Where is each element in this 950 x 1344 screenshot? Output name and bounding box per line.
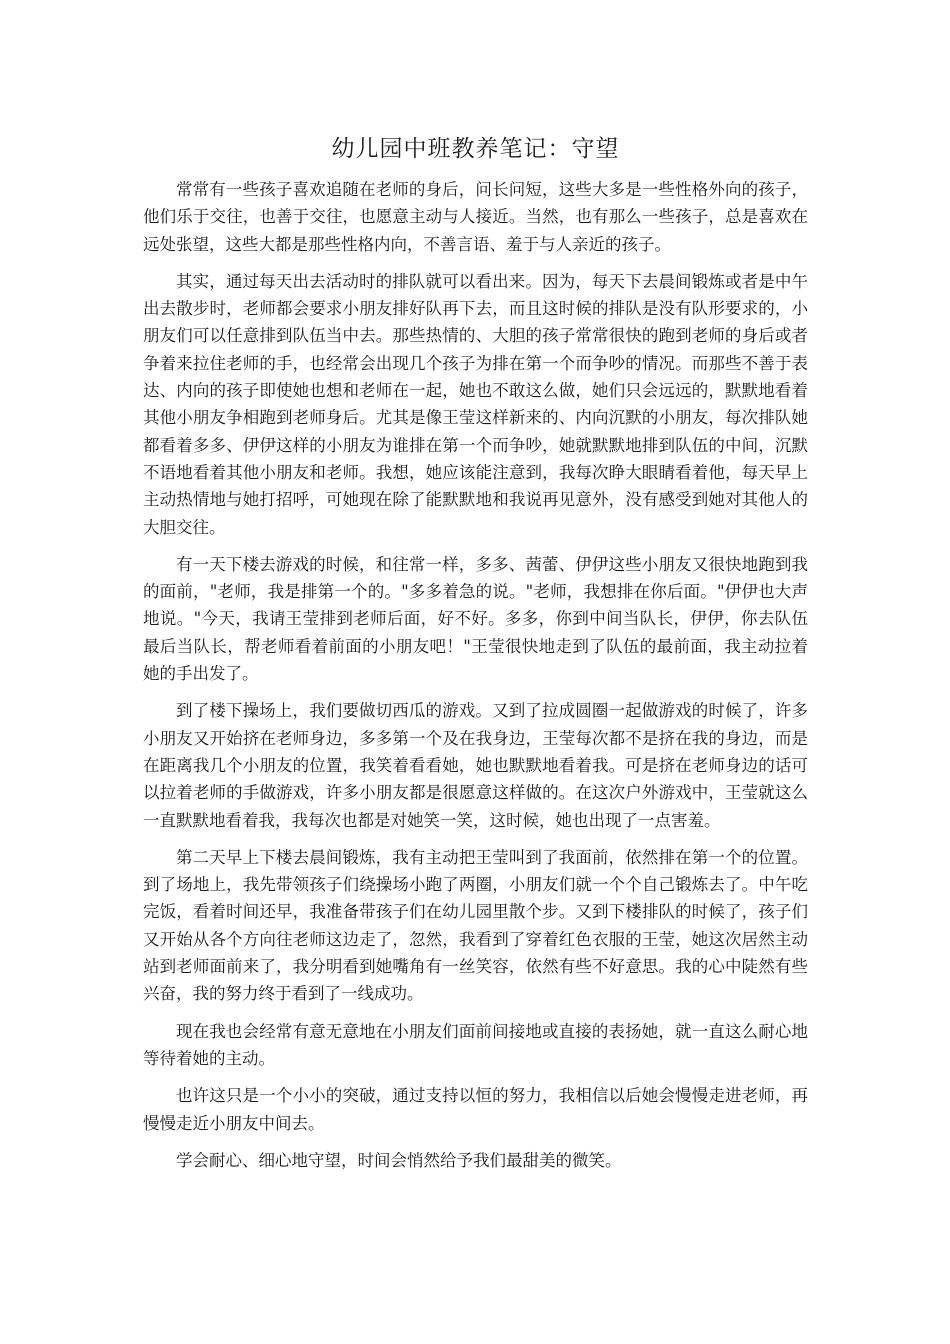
paragraph-7: 也许这只是一个小小的突破，通过支持以恒的努力，我相信以后她会慢慢走进老师，再慢慢走近小朋友中间去。 [143, 1086, 808, 1133]
paragraph-2: 其实，通过每天出去活动时的排队就可以看出来。因为，每天下去晨间锻炼或者是中午出去散步时，老师都会要求小朋友排好队再下去，而且这时候的排队是没有队形要求的，小朋友们可以任意排到队伍当中去。那些热情的、大胆的孩子常常很快的跑到老师的身后或者争着来拉住老师的手，也经常会出现几个孩子为排在第一个而争吵的情况。而那些不善于表达、内向的孩子即使她也想和老师在一起，她也不敢这么做，她们只会远远的，默默地看着其他小朋友争相跑到老师身后。尤其是像王莹这样新来的、内向沉默的小朋友，每次排队她都看着多多、伊伊这样的小朋友为谁排在第一个而争吵，她就默默地排到队伍的中间，沉默不语地看着其他小朋友和老师。我想，她应该能注意到，我每次睁大眼睛看着他，每天早上主动热情地与她打招呼，可她现在除了能默默地和我说再见意外，没有感受到她对其他人的大胆交往。 [143, 271, 808, 537]
paragraph-1: 常常有一些孩子喜欢追随在老师的身后，问长问短，这些大多是一些性格外向的孩子，他们乐于交往，也善于交往，也愿意主动与人接近。当然，也有那么一些孩子，总是喜欢在远处张望，这些大都是那些性格内向，不善言语、羞于与人亲近的孩子。 [143, 180, 808, 254]
paragraph-4: 到了楼下操场上，我们要做切西瓜的游戏。又到了拉成圆圈一起做游戏的时候了，许多小朋友又开始挤在老师身边，多多第一个及在我身边，王莹每次都不是挤在我的身边，而是在距离我几个小朋友的位置，我笑着看看她，她也默默地看着我。可是挤在老师身边的话可以拉着老师的手做游戏，许多小朋友都是很愿意这样做的。在这次户外游戏中，王莹就这么一直默默地看着我，我每次也都是对她笑一笑，这时候，她也出现了一点害羞。 [143, 701, 808, 830]
paragraph-5: 第二天早上下楼去晨间锻炼，我有主动把王莹叫到了我面前，依然排在第一个的位置。到了场地上，我先带领孩子们绕操场小跑了两圈，小朋友们就一个个自己锻炼去了。中午吃完饭，看着时间还早，我准备带孩子们在幼儿园里散个步。又到下楼排队的时候了，孩子们又开始从各个方向往老师这边走了，忽然，我看到了穿着红色衣服的王莹，她这次居然主动站到老师面前来了，我分明看到她嘴角有一丝笑容，依然有些不好意思。我的心中陡然有些兴奋，我的努力终于看到了一线成功。 [143, 847, 808, 1004]
paragraph-6: 现在我也会经常有意无意地在小朋友们面前间接地或直接的表扬她，就一直这么耐心地等待着她的主动。 [143, 1021, 808, 1068]
document-title: 幼儿园中班教养笔记：守望 [331, 136, 620, 162]
paragraph-8: 学会耐心、细心地守望，时间会悄然给予我们最甜美的微笑。 [176, 1150, 622, 1170]
document-page [143, 128, 808, 1184]
paragraph-3: 有一天下楼去游戏的时候，和往常一样，多多、茜蕾、伊伊这些小朋友又很快地跑到我的面前，"老师，我是排第一个的。"多多着急的说。"老师，我想排在你后面。"伊伊也大声地说。"今天，我请王莹排到老师后面，好不好。多多，你到中间当队长，伊伊，你去队伍最后当队长，帮老师看着前面的小朋友吧！"王莹很快地走到了队伍的最前面，我主动拉着她的手出发了。 [143, 554, 808, 684]
